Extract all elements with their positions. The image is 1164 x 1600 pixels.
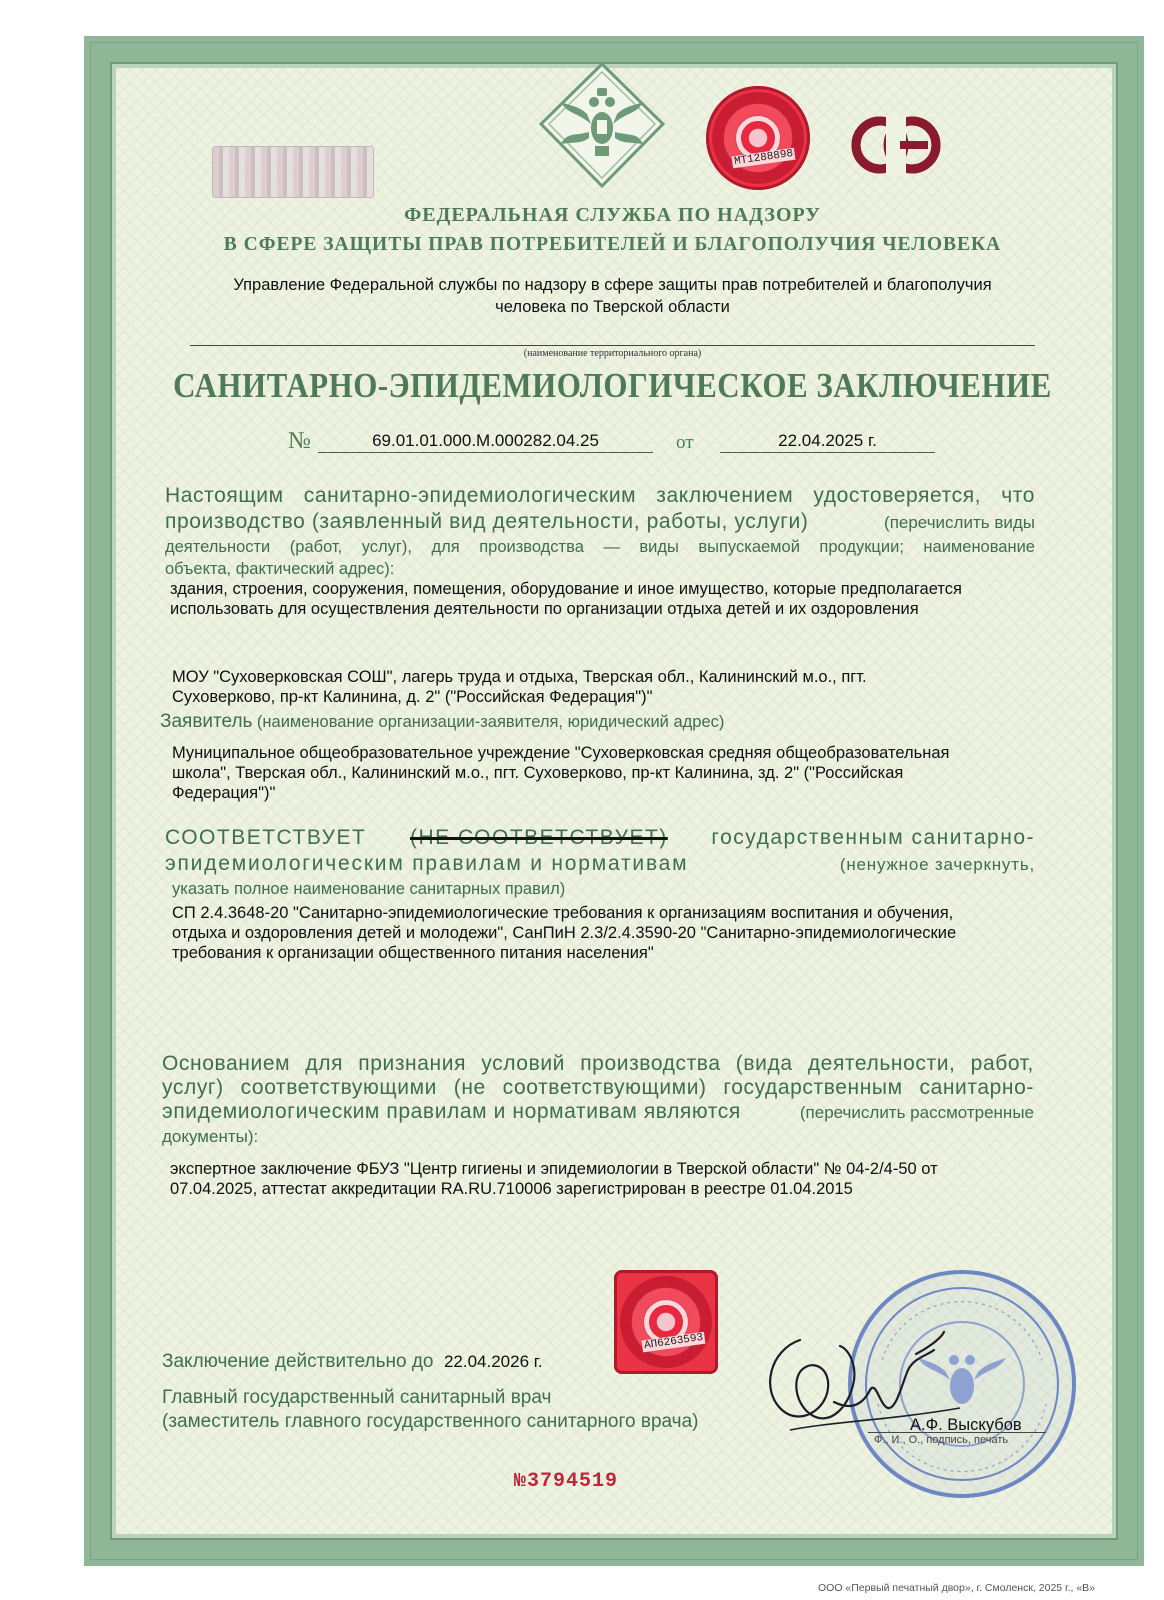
applicant-heading (160, 710, 724, 734)
signature-caption: Ф., И., О., подпись, печать (874, 1434, 1009, 1446)
compliance-line2-hint: (ненужное зачеркнуть, (839, 855, 1035, 874)
form-serial-number: №3794519 (514, 1470, 619, 1493)
service-title-line1: ФЕДЕРАЛЬНАЯ СЛУЖБА ПО НАДЗОРУ (404, 204, 821, 226)
validity-label: Заключение действительно до (162, 1351, 434, 1372)
printer-imprint: ООО «Первый печатный двор», г. Смоленск, 2025 г., «В» (818, 1582, 1096, 1594)
compliance-line3-hint: указать полное наименование санитарных правил) (172, 880, 566, 898)
compliance-line1-rest: государственным санитарно- (711, 826, 1035, 849)
hologram-top-code: МТ1288898 (733, 147, 794, 169)
validity-date: 22.04.2026 г. (443, 1352, 543, 1371)
signatory-name: А.Ф. Выскубов (910, 1416, 1022, 1434)
activity-intro-line3: деятельности (работ, услуг), для производства — виды выпускаемой продукции; наименование (165, 538, 1035, 556)
compliance-value-line1: СП 2.4.3648-20 "Санитарно-эпидемиологические требования к организациям воспитания и обучения, (172, 904, 954, 922)
validity-row (162, 1350, 543, 1374)
compliance-struck-option: (НЕ СООТВЕТСТВУЕТ) (409, 826, 668, 849)
basis-value-line2: 07.04.2025, аттестат аккредитации RA.RU.710006 зарегистрирован в реестре 01.04.2015 (170, 1180, 853, 1198)
basis-line1: Основанием для признания условий производства (вида деятельности, работ, (162, 1052, 1034, 1075)
basis-line4-hint: документы): (162, 1127, 259, 1146)
basis-line3 (162, 1100, 1034, 1124)
state-emblem-icon (537, 62, 667, 188)
applicant-hint: (наименование организации-заявителя, юридический адрес) (256, 713, 725, 731)
compliance-value-line2: отдыха и оздоровления детей и молодежи", СанПиН 2.3/2.4.3590-20 "Санитарно-эпидемиологические (172, 924, 957, 942)
territorial-body-caption: (наименование территориального органа) (523, 348, 702, 359)
applicant-value-line3: Федерация")" (172, 784, 276, 802)
territorial-body-rule (190, 345, 1035, 346)
conformity-mark-logo (850, 115, 942, 175)
document-title: САНИТАРНО-ЭПИДЕМИОЛОГИЧЕСКОЕ ЗАКЛЮЧЕНИЕ (173, 365, 1052, 406)
territorial-body-line2: человека по Тверской области (495, 298, 730, 316)
compliance-verdict: СООТВЕТСТВУЕТ (165, 826, 367, 849)
basis-line3-hint: (перечислить рассмотренные (799, 1103, 1034, 1122)
applicant-value-line1: Муниципальное общеобразовательное учреждение "Суховерковская средняя общеобразовательная (172, 744, 950, 762)
activity-value-line2: использовать для осуществления деятельности по организации отдыха детей и их оздоровления (170, 600, 919, 618)
activity-value-line1: здания, строения, сооружения, помещения, оборудование и иное имущество, которые предполагается (170, 580, 962, 598)
compliance-line1 (165, 826, 1035, 850)
activity-intro-line1: Настоящим санитарно-эпидемиологическим заключением удостоверяется, что (165, 484, 1035, 507)
hologram-seal-bottom (614, 1270, 718, 1374)
hologram-bottom-code: АП6263593 (643, 1331, 704, 1353)
applicant-value-line2: школа", Тверская обл., Калининский м.о., пгт. Суховерково, пр-кт Калинина, зд. 2" ("Российская (172, 764, 904, 782)
security-hologram-strip (212, 146, 374, 198)
date-label: от (676, 432, 694, 453)
basis-line3-main: эпидемиологическим правилам и нормативам являются (162, 1100, 741, 1123)
activity-intro-line2-hint: (перечислить виды (884, 513, 1035, 532)
signature-rule (868, 1432, 1046, 1433)
issue-date: 22.04.2025 г. (720, 430, 935, 453)
hologram-seal-top (706, 86, 810, 190)
object-line2: Суховерково, пр-кт Калинина, д. 2" ("Российская Федерация")" (172, 688, 653, 706)
activity-intro-line4: объекта, фактический адрес): (165, 560, 395, 578)
number-label: № (288, 428, 311, 454)
activity-intro-line2-main: производство (заявленный вид деятельности, работы, услуги) (165, 510, 809, 533)
compliance-value-line3: требования к организации общественного питания населения" (172, 944, 654, 962)
service-title-line2: В СФЕРЕ ЗАЩИТЫ ПРАВ ПОТРЕБИТЕЛЕЙ И БЛАГОПОЛУЧИЯ ЧЕЛОВЕКА (223, 234, 1002, 255)
basis-value-line1: экспертное заключение ФБУЗ "Центр гигиены и эпидемиологии в Тверской области" № 04-2/4-50 от (170, 1160, 938, 1178)
compliance-line2-main: эпидемиологическим правилам и нормативам (165, 852, 689, 875)
compliance-line2 (165, 852, 1035, 876)
applicant-label: Заявитель (160, 711, 253, 732)
conformity-mark-label (850, 115, 851, 116)
certificate-number: 69.01.01.000.М.000282.04.25 (318, 430, 653, 453)
territorial-body-line1: Управление Федеральной службы по надзору в сфере защиты прав потребителей и благополучия (233, 276, 992, 294)
basis-line2: услуг) соответствующими (не соответствующими) государственным санитарно- (162, 1076, 1034, 1099)
official-line2: (заместитель главного государственного санитарного врача) (162, 1411, 699, 1432)
object-line1: МОУ "Суховерковская СОШ", лагерь труда и отдыха, Тверская обл., Калининский м.о., пгт. (172, 668, 867, 686)
activity-intro-line2 (165, 510, 1035, 534)
official-line1: Главный государственный санитарный врач (162, 1387, 552, 1408)
